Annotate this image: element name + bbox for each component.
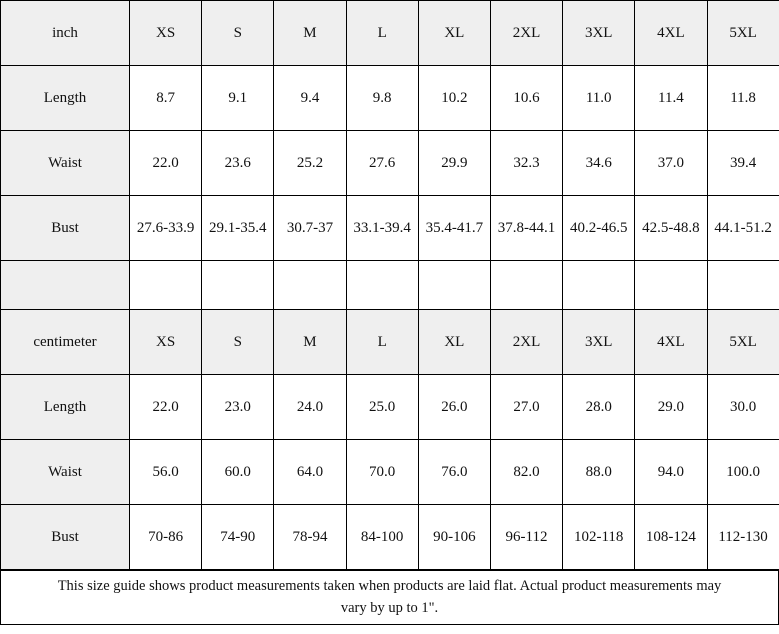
cm-length-5xl: 30.0 [707, 375, 779, 440]
inch-bust-4xl: 42.5-48.8 [635, 196, 707, 261]
cm-bust-4xl: 108-124 [635, 505, 707, 570]
spacer-cell [346, 261, 418, 310]
cm-row-label-bust: Bust [1, 505, 130, 570]
cm-waist-s: 60.0 [202, 440, 274, 505]
inch-waist-2xl: 32.3 [490, 131, 562, 196]
cm-length-s: 23.0 [202, 375, 274, 440]
inch-length-3xl: 11.0 [563, 66, 635, 131]
spacer-cell [418, 261, 490, 310]
inch-row-label-bust: Bust [1, 196, 130, 261]
inch-waist-m: 25.2 [274, 131, 346, 196]
cm-row-label-length: Length [1, 375, 130, 440]
cm-bust-5xl: 112-130 [707, 505, 779, 570]
cm-col-m: M [274, 310, 346, 375]
inch-col-4xl: 4XL [635, 1, 707, 66]
table-spacer-row [1, 261, 779, 310]
cm-length-4xl: 29.0 [635, 375, 707, 440]
inch-header-row [1, 1, 779, 66]
inch-length-4xl: 11.4 [635, 66, 707, 131]
inch-col-xl: XL [418, 1, 490, 66]
cm-col-2xl: 2XL [490, 310, 562, 375]
inch-unit-label: inch [1, 1, 130, 66]
cm-col-5xl: 5XL [707, 310, 779, 375]
spacer-cell [563, 261, 635, 310]
cm-bust-2xl: 96-112 [490, 505, 562, 570]
cm-waist-xs: 56.0 [130, 440, 202, 505]
inch-length-5xl: 11.8 [707, 66, 779, 131]
inch-bust-5xl: 44.1-51.2 [707, 196, 779, 261]
cm-col-4xl: 4XL [635, 310, 707, 375]
cm-length-2xl: 27.0 [490, 375, 562, 440]
spacer-cell [707, 261, 779, 310]
size-guide-note [0, 570, 779, 625]
table-row [1, 375, 779, 440]
inch-col-3xl: 3XL [563, 1, 635, 66]
inch-col-2xl: 2XL [490, 1, 562, 66]
cm-length-l: 25.0 [346, 375, 418, 440]
cm-waist-4xl: 94.0 [635, 440, 707, 505]
inch-bust-xl: 35.4-41.7 [418, 196, 490, 261]
inch-waist-4xl: 37.0 [635, 131, 707, 196]
inch-length-m: 9.4 [274, 66, 346, 131]
spacer-cell [490, 261, 562, 310]
cm-col-xl: XL [418, 310, 490, 375]
table-row [1, 440, 779, 505]
cm-bust-xl: 90-106 [418, 505, 490, 570]
cm-length-xl: 26.0 [418, 375, 490, 440]
inch-bust-l: 33.1-39.4 [346, 196, 418, 261]
table-row [1, 66, 779, 131]
inch-row-label-length: Length [1, 66, 130, 131]
cm-row-label-waist: Waist [1, 440, 130, 505]
cm-bust-m: 78-94 [274, 505, 346, 570]
inch-col-l: L [346, 1, 418, 66]
cm-col-l: L [346, 310, 418, 375]
spacer-cell [130, 261, 202, 310]
inch-bust-s: 29.1-35.4 [202, 196, 274, 261]
inch-waist-xs: 22.0 [130, 131, 202, 196]
inch-row-label-waist: Waist [1, 131, 130, 196]
inch-col-m: M [274, 1, 346, 66]
cm-bust-s: 74-90 [202, 505, 274, 570]
cm-col-xs: XS [130, 310, 202, 375]
inch-bust-xs: 27.6-33.9 [130, 196, 202, 261]
inch-bust-2xl: 37.8-44.1 [490, 196, 562, 261]
cm-waist-l: 70.0 [346, 440, 418, 505]
inch-length-2xl: 10.6 [490, 66, 562, 131]
cm-bust-xs: 70-86 [130, 505, 202, 570]
inch-length-l: 9.8 [346, 66, 418, 131]
inch-col-s: S [202, 1, 274, 66]
inch-waist-3xl: 34.6 [563, 131, 635, 196]
cm-waist-2xl: 82.0 [490, 440, 562, 505]
inch-waist-xl: 29.9 [418, 131, 490, 196]
spacer-cell [202, 261, 274, 310]
cm-length-3xl: 28.0 [563, 375, 635, 440]
inch-waist-s: 23.6 [202, 131, 274, 196]
spacer-cell [635, 261, 707, 310]
table-row [1, 505, 779, 570]
cm-bust-3xl: 102-118 [563, 505, 635, 570]
cm-header-row [1, 310, 779, 375]
inch-waist-5xl: 39.4 [707, 131, 779, 196]
inch-length-xs: 8.7 [130, 66, 202, 131]
spacer-cell-left [1, 261, 130, 310]
table-row [1, 196, 779, 261]
cm-col-3xl: 3XL [563, 310, 635, 375]
cm-waist-m: 64.0 [274, 440, 346, 505]
inch-bust-m: 30.7-37 [274, 196, 346, 261]
size-guide-note-line-1: This size guide shows product measurements taken when products are laid flat. Actual product measurements may [57, 578, 722, 595]
inch-length-xl: 10.2 [418, 66, 490, 131]
cm-length-xs: 22.0 [130, 375, 202, 440]
spacer-cell [274, 261, 346, 310]
inch-length-s: 9.1 [202, 66, 274, 131]
cm-length-m: 24.0 [274, 375, 346, 440]
table-row [1, 131, 779, 196]
cm-waist-3xl: 88.0 [563, 440, 635, 505]
size-guide-note-line-2: vary by up to 1". [340, 599, 439, 616]
cm-waist-xl: 76.0 [418, 440, 490, 505]
cm-col-s: S [202, 310, 274, 375]
inch-col-xs: XS [130, 1, 202, 66]
inch-waist-l: 27.6 [346, 131, 418, 196]
inch-bust-3xl: 40.2-46.5 [563, 196, 635, 261]
cm-waist-5xl: 100.0 [707, 440, 779, 505]
cm-unit-label: centimeter [1, 310, 130, 375]
cm-bust-l: 84-100 [346, 505, 418, 570]
inch-col-5xl: 5XL [707, 1, 779, 66]
